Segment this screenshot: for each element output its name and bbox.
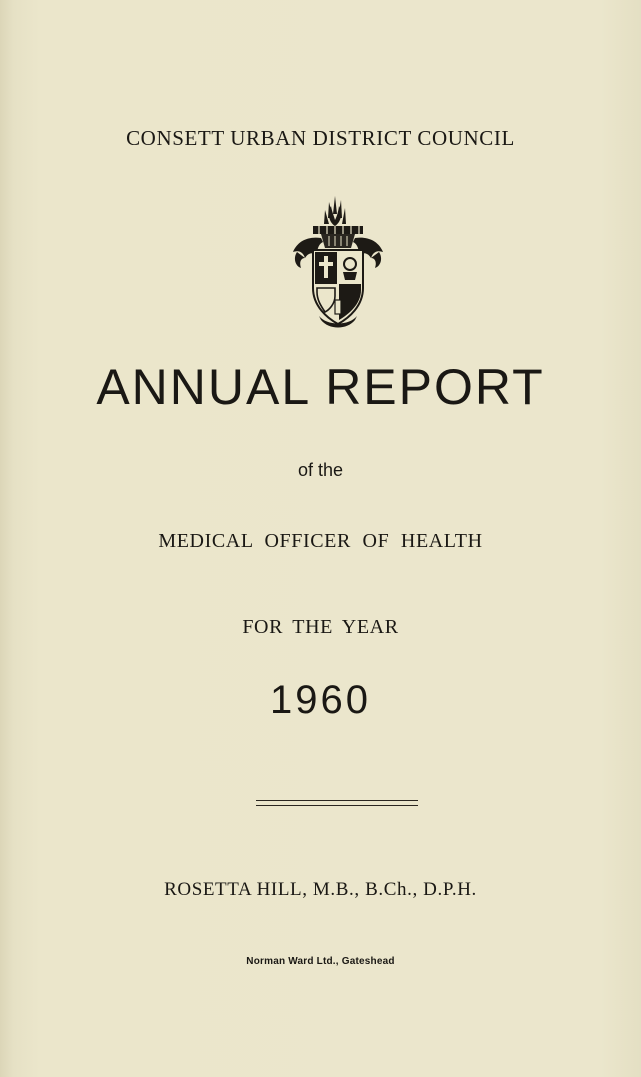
for-the-year-text: FOR THE YEAR [242,616,399,638]
of-the-text: of the [297,460,344,480]
divider-rule [256,800,418,801]
report-year: 1960 [270,678,371,722]
author-name: ROSETTA HILL, M.B., B.Ch., D.P.H. [164,879,477,900]
printer-imprint: Norman Ward Ltd., Gateshead [246,956,395,967]
report-title: ANNUAL REPORT [96,359,545,415]
divider-rule [256,805,418,806]
council-name: CONSETT URBAN DISTRICT COUNCIL [126,126,515,150]
coat-of-arms-icon [283,192,393,332]
officer-title: MEDICAL OFFICER OF HEALTH [158,530,483,552]
